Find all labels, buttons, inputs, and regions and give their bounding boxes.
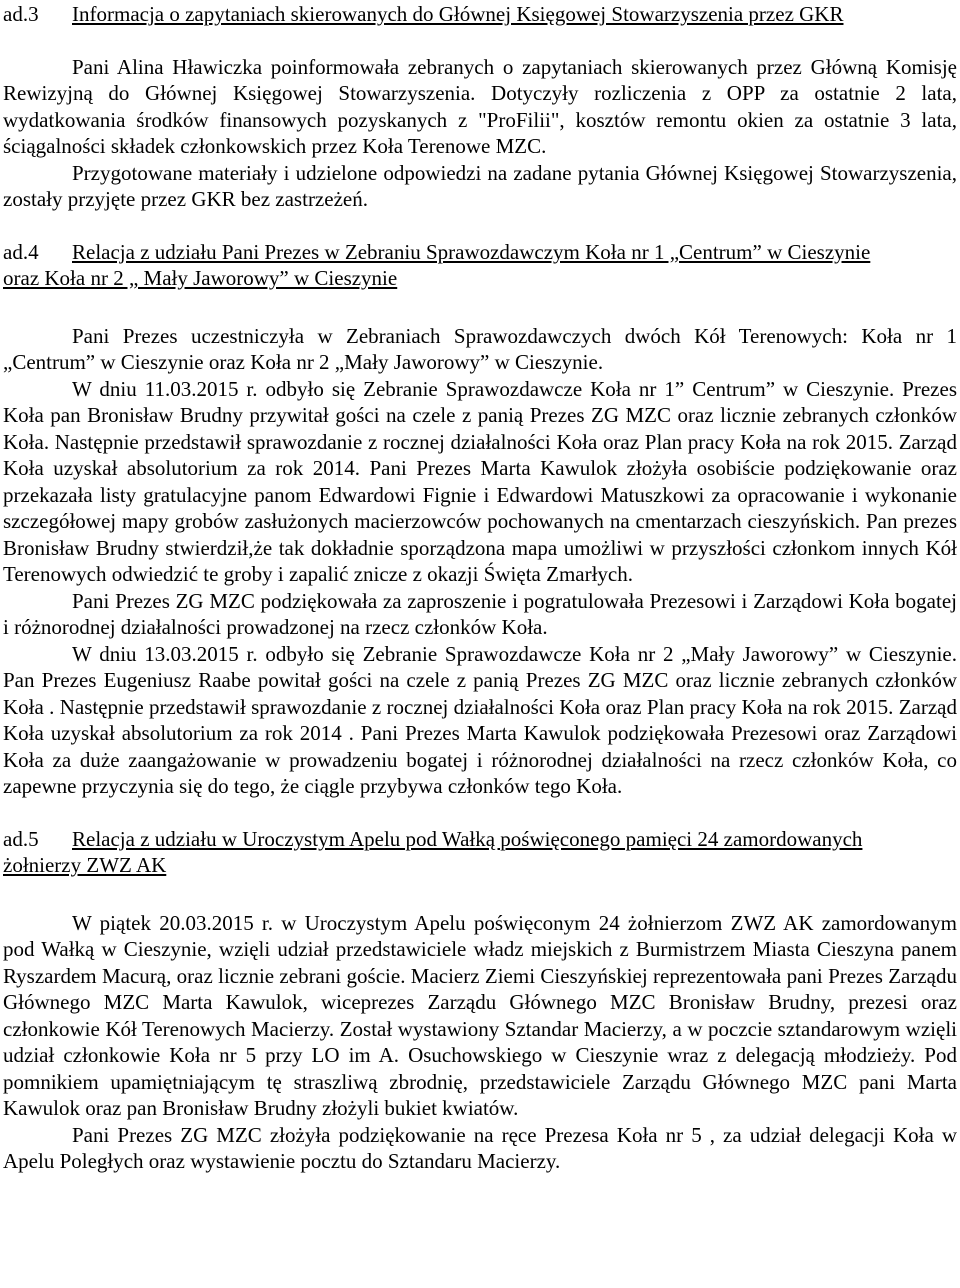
paragraph: W dniu 11.03.2015 r. odbyło się Zebranie Sprawozdawcze Koła nr 1” Centrum” w Cieszynie. Prezes Koła pan Bronisław Brudny przywitał gości na czele z panią Prezes ZG MZC oraz licznie zebranych członków Koła. Następnie przedstawił sprawozdanie z rocznej działalności Koła oraz Plan pracy Koła na rok 2015. Zarząd Koła uzyskał absolutorium za rok 2014. Pani Prezes Marta Kawulok złożyła osobiście podziękowanie oraz przekazała listy gratulacyjne panom Edwardowi Fignie i Edwardowi Matuszkowi za opracowanie i wykonanie szczegółowej mapy grobów zasłużonych macierzowców pochowanych na cmentarzach cieszyńskich. Pan prezes Bronisław Brudny stwierdził,że tak dokładnie sporządzona mapa umożliwi w przyszłości członkom innych Kół Terenowych odwiedzić te groby i zapalić znicze z okazji Święta Zmarłych. bbox=[3, 376, 957, 586]
paragraph: Przygotowane materiały i udzielone odpowiedzi na zadane pytania Głównej Księgowej Stowarzyszenia, zostały przyjęte przez GKR bez zastrzeżeń. bbox=[3, 160, 957, 211]
section-number: ad.3 bbox=[3, 2, 39, 26]
section-title-continued: żołnierzy ZWZ AK bbox=[3, 853, 167, 877]
paragraph: Pani Prezes uczestniczyła w Zebraniach Sprawozdawczych dwóch Kół Terenowych: Koła nr 1 „Centrum” w Cieszynie oraz Koła nr 2 „Mały Jaworowy” w Cieszynie. bbox=[3, 323, 957, 374]
section-number: ad.4 bbox=[3, 239, 39, 264]
paragraph: Pani Alina Hławiczka poinformowała zebranych o zapytaniach skierowanych przez Główną Komisję Rewizyjną do Głównej Księgowej Stowarzyszenia. Dotyczyły rozliczenia z OPP za ostatnie 2 lata, wydatkowania środków finansowych pozyskanych z "ProFilii", kosztów remontu okien za ostatnie 3 lata, ściągalności składek członkowskich przez Koła Terenowe MZC. bbox=[3, 54, 957, 158]
section-title-continued: oraz Koła nr 2 „ Mały Jaworowy” w Cieszynie bbox=[3, 266, 398, 290]
paragraph: W dniu 13.03.2015 r. odbyło się Zebranie Sprawozdawcze Koła nr 2 „Mały Jaworowy” w Cieszynie. Pan Prezes Eugeniusz Raabe powitał gości na czele z panią Prezes ZG MZC oraz licznie zebranych członków Koła . Następnie przedstawił sprawozdanie z rocznej działalności Koła oraz Plan pracy Koła na rok 2015. Zarząd Koła uzyskał absolutorium za rok 2014 . Pani Prezes Marta Kawulok podziękowała Prezesowi oraz Zarządowi Koła za duże zaangażowanie w prowadzeniu bogatej i różnorodnej działalności na rzecz członków Koła, co zapewne przyczynia się do tego, że ciągle przybywa członków tego Koła. bbox=[3, 641, 957, 798]
section-title: Relacja z udziału w Uroczystym Apelu pod Wałką poświęconego pamięci 24 zamordowanych bbox=[72, 826, 863, 851]
section-heading-ad4 bbox=[3, 239, 957, 266]
paragraph: Pani Prezes ZG MZC złożyła podziękowanie na ręce Prezesa Koła nr 5 , za udział delegacji Koła w Apelu Poległych oraz wystawienie pocztu do Sztandaru Macierzy. bbox=[3, 1122, 957, 1173]
paragraph: W piątek 20.03.2015 r. w Uroczystym Apelu poświęconym 24 żołnierzom ZWZ AK zamordowanym pod Wałką w Cieszynie, wzięli udział przedstawiciele władz miejskich z Burmistrzem Miasta Cieszyna panem Ryszardem Macurą, oraz licznie zebrani goście. Macierz Ziemi Cieszyńskiej reprezentowała pani Prezes Zarządu Głównego MZC Marta Kawulok, wiceprezes Zarządu Głównego MZC Bronisław Brudny, prezesi oraz członkowie Kół Terenowych Macierzy. Został wystawiony Sztandar Macierzy, a w poczcie sztandarowym wzięli udział członkowie Koła nr 5 przy LO im A. Osuchowskiego w Cieszynie wraz z delegacją młodzieży. Pod pomnikiem upamiętniającym tę straszliwą zbrodnię, przedstawiciele Zarządu Głównego MZC pani Marta Kawulok oraz pan Bronisław Brudny złożyli bukiet kwiatów. bbox=[3, 910, 957, 1120]
section-title: Informacja o zapytaniach skierowanych do Głównej Księgowej Stowarzyszenia przez GKR bbox=[72, 2, 844, 26]
section-title: Relacja z udziału Pani Prezes w Zebraniu Sprawozdawczym Koła nr 1 „Centrum” w Cieszynie bbox=[72, 239, 871, 264]
section-heading-ad5 bbox=[3, 826, 957, 853]
section-number: ad.5 bbox=[3, 826, 39, 851]
section-heading-ad3 bbox=[3, 1, 957, 28]
paragraph: Pani Prezes ZG MZC podziękowała za zaproszenie i pogratulowała Prezesowi i Zarządowi Koła bogatej i różnorodnej działalności prowadzonej na rzecz członków Koła. bbox=[3, 588, 957, 639]
